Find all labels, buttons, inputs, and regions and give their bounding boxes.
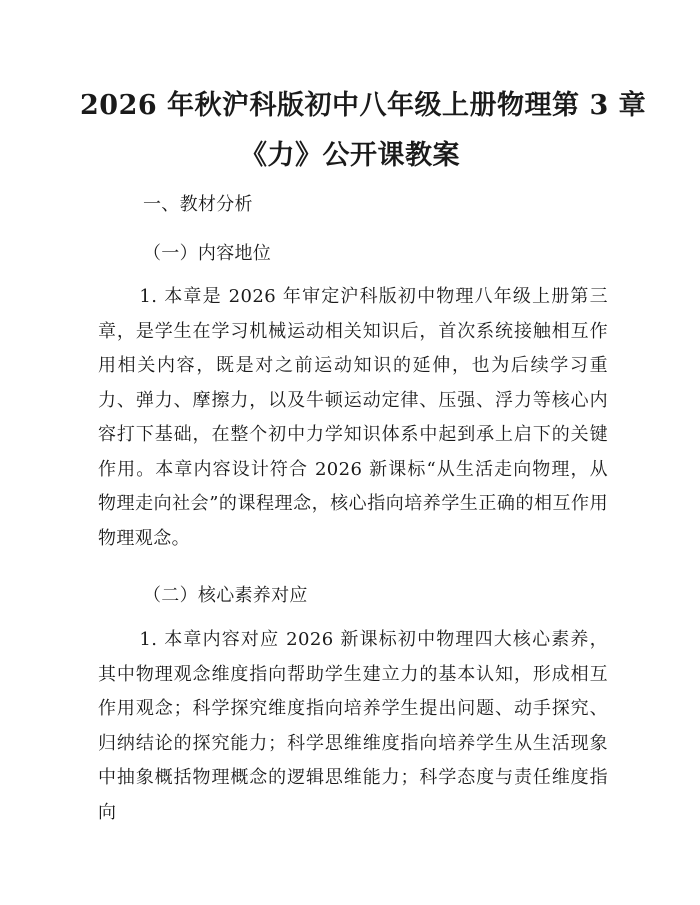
paragraph-content-position: 1. 本章是 2026 年审定沪科版初中物理八年级上册第三章，是学生在学习机械运动相关知识后，首次系统接触相互作用相关内容，既是对之前运动知识的延伸，也为后续学习重力、弹力、摩擦力，以及牛顿运动定律、压强、浮力等核心内容打下基础，在整个初中力学知识体系中起到承上启下的关键作用。本章内容设计符合 2026 新课标“从生活走向物理，从物理走向社会”的课程理念，核心指向培养学生正确的相互作用物理观念。 <box>98 286 608 549</box>
paragraph-core-literacy: 1. 本章内容对应 2026 新课标初中物理四大核心素养，其中物理观念维度指向帮助学生建立力的基本认知，形成相互作用观念；科学探究维度指向培养学生提出问题、动手探究、归纳结论的探究能力；科学思维维度指向培养学生从生活现象中抽象概括物理概念的逻辑思维能力；科学态度与责任维度指向 <box>98 629 608 823</box>
subsection-heading-core-literacy: （二）核心素养对应 <box>143 585 308 606</box>
document-title-line-1: 2026 年秋沪科版初中八年级上册物理第 3 章 <box>80 90 647 121</box>
subsection-heading-content-position: （一）内容地位 <box>143 243 272 264</box>
section-heading-teaching-material-analysis: 一、教材分析 <box>143 194 253 215</box>
document-title-line-2: 《力》公开课教案 <box>240 140 460 171</box>
